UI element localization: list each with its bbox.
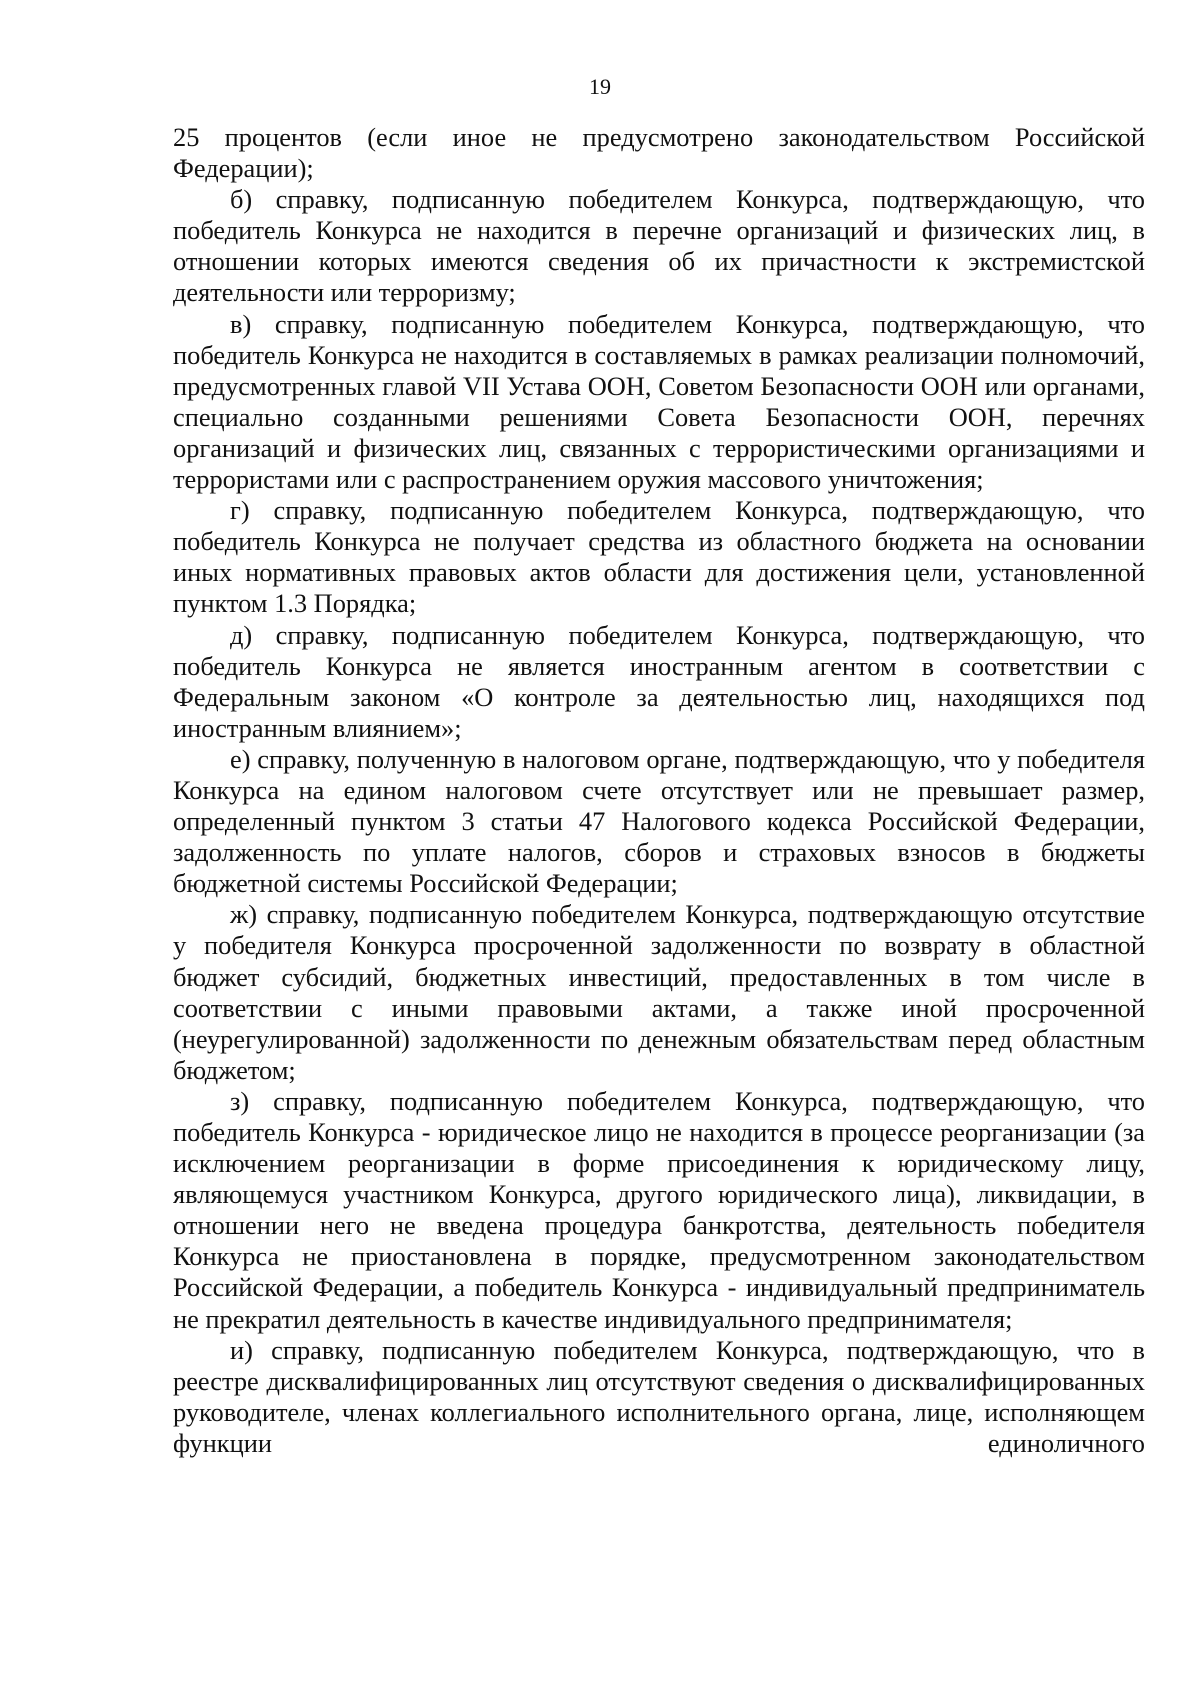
paragraph-item-i: и) справку, подписанную победителем Конкурса, подтверждающую, что в реестре дисквалифицированных лиц отсутствуют сведения о дисквалифицированных руководителе, членах коллегиального исполнительного органа, лице, исполняющем функции единоличного (173, 1334, 1145, 1458)
paragraph-item-d: д) справку, подписанную победителем Конкурса, подтверждающую, что победитель Конкурса не является иностранным агентом в соответствии с Федеральным законом «О контроле за деятельностью лиц, находящихся под иностранным влиянием»; (173, 619, 1145, 743)
paragraph-item-zh: ж) справку, подписанную победителем Конкурса, подтверждающую отсутствие у победителя Конкурса просроченной задолженности по возврату в областной бюджет субсидий, бюджетных инвестиций, предоставленных в том числе в соответствии с иными правовыми актами, а также иной просроченной (неурегулированной) задолженности по денежным обязательствам перед областным бюджетом; (173, 899, 1145, 1085)
paragraph-item-g: г) справку, подписанную победителем Конкурса, подтверждающую, что победитель Конкурса не получает средства из областного бюджета на основании иных нормативных правовых актов области для достижения цели, установленной пунктом 1.3 Порядка; (173, 495, 1145, 619)
paragraph-continuation: 25 процентов (если иное не предусмотрено законодательством Российской Федерации); (173, 122, 1145, 184)
paragraph-item-v: в) справку, подписанную победителем Конкурса, подтверждающую, что победитель Конкурса не находится в составляемых в рамках реализации полномочий, предусмотренных главой VII Устава ООН, Советом Безопасности ООН или органами, специально созданными решениями Совета Безопасности ООН, перечнях организаций и физических лиц, связанных с террористическими организациями и террористами или с распространением оружия массового уничтожения; (173, 308, 1145, 495)
paragraph-item-b: б) справку, подписанную победителем Конкурса, подтверждающую, что победитель Конкурса не находится в перечне организаций и физических лиц, в отношении которых имеются сведения об их причастности к экстремистской деятельности или терроризму; (173, 184, 1145, 308)
paragraph-item-z: з) справку, подписанную победителем Конкурса, подтверждающую, что победитель Конкурса - юридическое лицо не находится в процессе реорганизации (за исключением реорганизации в форме присоединения к юридическому лицу, являющемуся участником Конкурса, другого юридического лица), ликвидации, в отношении него не введена процедура банкротства, деятельность победителя Конкурса не приостановлена в порядке, предусмотренном законодательством Российской Федерации, а победитель Конкурса - индивидуальный предприниматель не прекратил деятельность в качестве индивидуального предпринимателя; (173, 1085, 1145, 1334)
page-number: 19 (589, 74, 611, 99)
body-text (173, 122, 1145, 1459)
paragraph-item-e: е) справку, полученную в налоговом органе, подтверждающую, что у победителя Конкурса на едином налоговом счете отсутствует или не превышает размер, определенный пунктом 3 статьи 47 Налогового кодекса Российской Федерации, задолженность по уплате налогов, сборов и страховых взносов в бюджеты бюджетной системы Российской Федерации; (173, 743, 1145, 899)
